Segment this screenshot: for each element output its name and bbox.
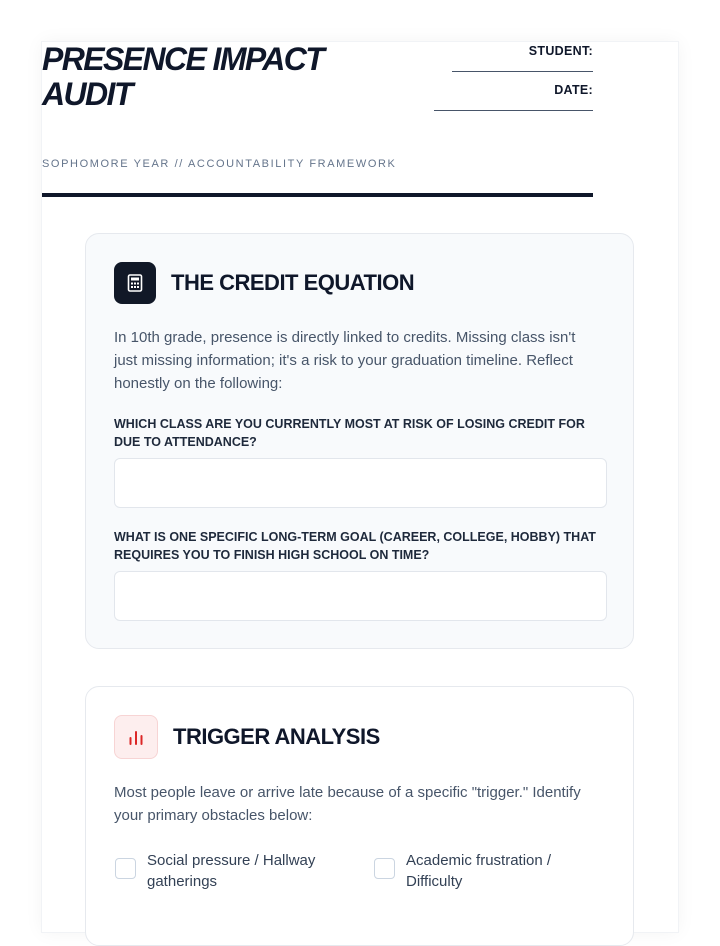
trigger-option-label: Social pressure / Hallway gatherings: [147, 852, 316, 890]
trigger-analysis-card: [85, 686, 634, 946]
trigger-option-label: Academic frustration / Difficulty: [406, 852, 552, 890]
question-label-at-risk-class: WHICH CLASS ARE YOU CURRENTLY MOST AT RISK OF LOSING CREDIT FOR DUE TO ATTENDANCE?: [114, 417, 585, 449]
date-label: DATE:: [554, 83, 593, 97]
checkbox[interactable]: [115, 858, 136, 879]
header-divider: [42, 193, 593, 197]
page-subtitle: SOPHOMORE YEAR // ACCOUNTABILITY FRAMEWORK: [42, 158, 397, 170]
trigger-section-intro: Most people leave or arrive late because of a specific "trigger." Identify your primary obstacles below:: [114, 784, 581, 824]
date-line[interactable]: [434, 110, 593, 111]
page-title: PRESENCE IMPACT AUDIT: [42, 41, 324, 112]
calculator-icon: [114, 262, 156, 304]
at-risk-class-answer-field[interactable]: [114, 458, 607, 508]
question-label-long-term-goal: WHAT IS ONE SPECIFIC LONG-TERM GOAL (CAREER, COLLEGE, HOBBY) THAT REQUIRES YOU TO FINISH HIGH SCHOOL ON TIME?: [114, 530, 596, 562]
credit-section-intro: In 10th grade, presence is directly linked to credits. Missing class isn't just missing information; it's a risk to your graduation timeline. Reflect honestly on the following:: [114, 329, 576, 392]
date-row: [403, 81, 593, 120]
trigger-section-title: TRIGGER ANALYSIS: [173, 724, 380, 749]
checkbox[interactable]: [374, 858, 395, 879]
credit-section-title: THE CREDIT EQUATION: [171, 270, 415, 295]
student-name-line[interactable]: [452, 71, 593, 72]
student-row: [403, 42, 593, 81]
credit-equation-card: [85, 233, 634, 649]
bar-chart-icon: [114, 715, 158, 759]
student-info-block: [403, 42, 593, 120]
long-term-goal-answer-field[interactable]: [114, 571, 607, 621]
student-label: STUDENT:: [528, 44, 593, 58]
